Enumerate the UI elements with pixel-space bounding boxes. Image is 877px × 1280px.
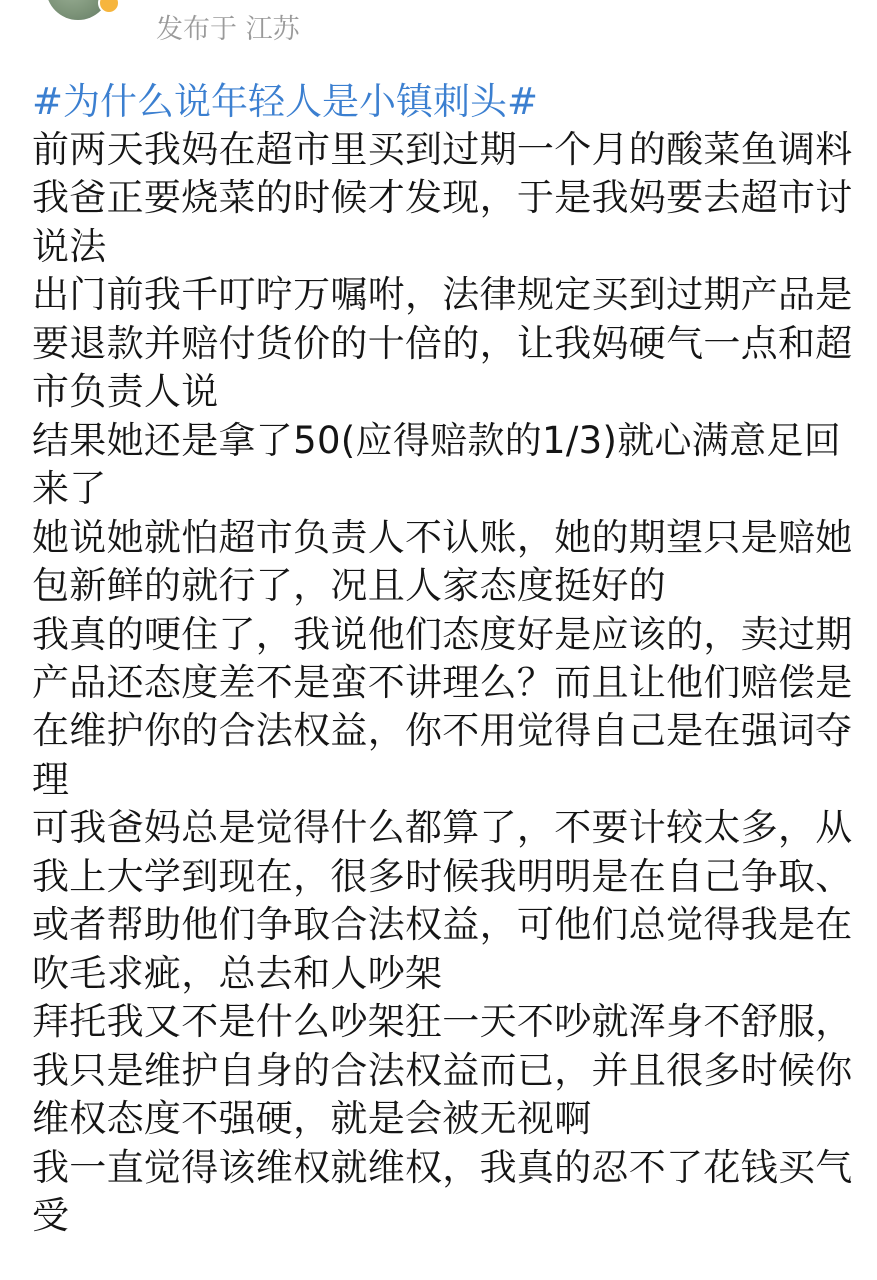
- post-text-line: 包新鲜的就行了，况且人家态度挺好的: [32, 564, 667, 608]
- post-text-line: 我真的哽住了，我说他们态度好是应该的，卖过期: [32, 612, 853, 656]
- post-text-line: 或者帮助他们争取合法权益，可他们总觉得我是在: [32, 903, 853, 947]
- post-text-line: 她说她就怕超市负责人不认账，她的期望只是赔她: [32, 515, 853, 559]
- topic-hashtag-link[interactable]: #为什么说年轻人是小镇刺头#: [32, 80, 539, 123]
- post-text-line: 我爸正要烧菜的时候才发现，于是我妈要去超市讨: [32, 176, 853, 220]
- post-text-line: 我只是维护自身的合法权益而已，并且很多时候你: [32, 1048, 853, 1092]
- post-text-line: 前两天我妈在超市里买到过期一个月的酸菜鱼调料: [32, 128, 853, 171]
- post-text-line: 拜托我又不是什么吵架狂一天不吵就浑身不舒服，: [32, 1000, 853, 1044]
- post-text-line: 理: [32, 757, 70, 801]
- post-text-line: 出门前我千叮咛万嘱咐，法律规定买到过期产品是: [32, 273, 853, 317]
- post-text-line: 可我爸妈总是觉得什么都算了，不要计较太多，从: [32, 806, 853, 850]
- post-text-line: 受: [32, 1193, 70, 1237]
- post-text-line: 要退款并赔付货价的十倍的，让我妈硬气一点和超: [32, 321, 853, 365]
- publish-location: 发布于 江苏: [156, 14, 300, 45]
- post-text-line: 说法: [32, 224, 107, 268]
- username-cropped: [156, 0, 676, 4]
- post-text-line: 来了: [32, 467, 107, 511]
- post-text-line: 我上大学到现在，很多时候我明明是在自己争取、: [32, 854, 853, 898]
- post-text-line: 维权态度不强硬，就是会被无视啊: [32, 1097, 592, 1141]
- verified-badge-icon: [98, 0, 120, 14]
- post-text-line: 产品还态度差不是蛮不讲理么？而且让他们赔偿是: [32, 660, 853, 704]
- post-text-line: 市负责人说: [32, 370, 219, 414]
- post-header: [0, 0, 877, 60]
- post-text-line: 在维护你的合法权益，你不用觉得自己是在强词夺: [32, 709, 853, 753]
- post-body: [32, 78, 853, 1240]
- post-text-line: 结果她还是拿了50(应得赔款的1/3)就心满意足回: [32, 418, 841, 462]
- post-text-line: 我一直觉得该维权就维权，我真的忍不了花钱买气: [32, 1145, 853, 1189]
- post-text-line: 吹毛求疵，总去和人吵架: [32, 951, 443, 995]
